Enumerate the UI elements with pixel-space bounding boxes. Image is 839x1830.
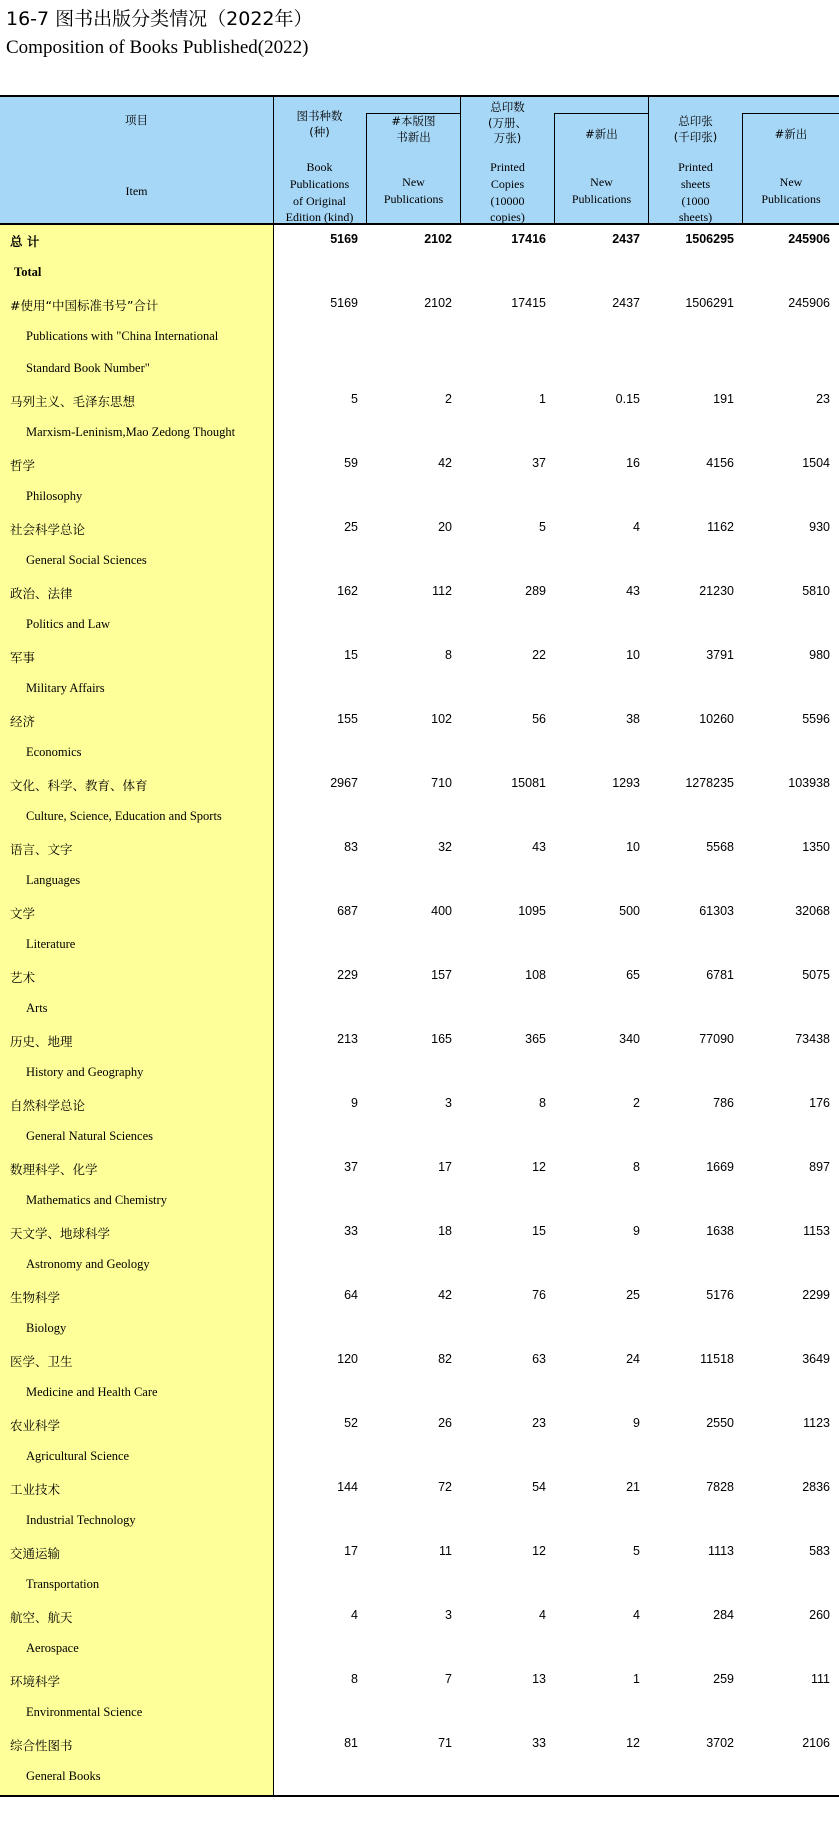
row-label-cn: 工业技术 [10,1482,61,1497]
cell-value: 4 [539,1608,546,1622]
cell-value: 165 [431,1032,452,1046]
cell-value: 7828 [706,1480,734,1494]
cell-value: 11518 [700,1352,734,1366]
cell-value: 259 [713,1672,734,1686]
cell-value: 3702 [706,1736,734,1750]
row-label-en: Marxism-Leninism,Mao Zedong Thought [26,425,236,439]
cell-value: 4 [633,520,640,534]
cell-value: 108 [525,968,546,982]
header-col2-en: New Publications [383,175,444,206]
row-label-cn: 医学、卫生 [10,1354,73,1369]
table-row [0,289,839,385]
cell-value: 56 [532,712,546,726]
cell-value: 260 [809,1608,830,1622]
cell-value: 176 [809,1096,830,1110]
header-divider [273,97,274,225]
row-label-en: General Social Sciences [26,553,147,567]
cell-value: 71 [438,1736,452,1750]
row-label-cn: 文化、科学、教育、体育 [10,778,148,793]
cell-value: 5596 [802,712,830,726]
cell-value: 7 [445,1672,452,1686]
row-label-en: General Natural Sciences [26,1129,154,1143]
cell-value: 4156 [706,456,734,470]
cell-value: 2102 [424,296,452,310]
cell-value: 76 [532,1288,546,1302]
cell-value: 43 [532,840,546,854]
header-divider [554,113,649,114]
cell-value: 17415 [511,296,546,310]
row-label-en: Astronomy and Geology [26,1257,150,1271]
cell-value: 10 [626,840,640,854]
cell-value: 5568 [706,840,734,854]
row-label-en: Transportation [26,1577,100,1591]
table-row [0,385,839,449]
cell-value: 1506295 [685,232,734,246]
cell-value: 32 [438,840,452,854]
cell-value: 73438 [795,1032,830,1046]
cell-value: 8 [351,1672,358,1686]
cell-value: 83 [344,840,358,854]
header-col1-cn: 图书种数 (种) [296,109,343,139]
row-label-cn: 军事 [10,650,36,665]
cell-value: 43 [626,584,640,598]
row-label-en: Biology [26,1321,67,1335]
cell-value: 16 [626,456,640,470]
cell-value: 1638 [706,1224,734,1238]
header-col5-en: Printed sheets (1000 sheets) [678,160,713,225]
row-label-cn: 经济 [10,714,36,729]
table-bottom-rule [0,1795,839,1797]
cell-value: 17416 [511,232,546,246]
cell-value: 10260 [699,712,734,726]
cell-value: 112 [432,584,452,598]
cell-value: 111 [810,1672,830,1686]
table-row [0,833,839,897]
cell-value: 5075 [802,968,830,982]
row-label-cn: 哲学 [10,458,36,473]
cell-value: 22 [532,648,546,662]
cell-value: 64 [344,1288,358,1302]
cell-value: 213 [337,1032,358,1046]
cell-value: 2836 [802,1480,830,1494]
row-label-en: Total [14,265,42,279]
header-col6-cn: #新出 [774,127,808,141]
row-label-cn: 交通运输 [10,1546,61,1561]
table-row [0,1729,839,1793]
row-label-en: History and Geography [26,1065,144,1079]
row-label-cn: 自然科学总论 [10,1098,86,1113]
cell-value: 1293 [612,776,640,790]
cell-value: 1162 [707,520,734,534]
cell-value: 289 [525,584,546,598]
table-row [0,1537,839,1601]
table-row [0,1473,839,1537]
row-label-en: Environmental Science [26,1705,143,1719]
table-row [0,1601,839,1665]
row-label-en: Publications with "China International [26,329,219,343]
cell-value: 42 [438,1288,452,1302]
cell-value: 284 [713,1608,734,1622]
cell-value: 5176 [706,1288,734,1302]
cell-value: 81 [344,1736,358,1750]
row-label-cn: #使用“中国标准书号”合计 [10,298,159,313]
cell-value: 1669 [706,1160,734,1174]
table-row [0,1409,839,1473]
cell-value: 8 [445,648,452,662]
cell-value: 15 [344,648,358,662]
cell-value: 2967 [330,776,358,790]
cell-value: 400 [431,904,452,918]
cell-value: 2106 [802,1736,830,1750]
header-col2-cn: #本版图 书新出 [391,114,436,144]
cell-value: 59 [344,456,358,470]
cell-value: 20 [438,520,452,534]
table-row [0,449,839,513]
cell-value: 42 [438,456,452,470]
header-col4-cn: #新出 [585,127,618,141]
cell-value: 26 [438,1416,452,1430]
table-row [0,1281,839,1345]
cell-value: 229 [337,968,358,982]
cell-value: 1504 [802,456,830,470]
cell-value: 25 [344,520,358,534]
cell-value: 2437 [612,296,640,310]
table-row [0,1217,839,1281]
cell-value: 61303 [699,904,734,918]
cell-value: 15081 [511,776,546,790]
cell-value: 687 [337,904,358,918]
cell-value: 11 [439,1544,452,1558]
cell-value: 5 [351,392,358,406]
table-row [0,705,839,769]
row-label-en: Aerospace [26,1641,79,1655]
cell-value: 144 [337,1480,358,1494]
cell-value: 52 [344,1416,358,1430]
row-label-cn: 历史、地理 [10,1034,73,1049]
header-col3-cn: 总印数 (万册、 万张) [488,100,527,146]
cell-value: 13 [532,1672,546,1686]
row-label-en: General Books [26,1769,101,1783]
cell-value: 102 [431,712,452,726]
cell-value: 0.15 [615,392,640,406]
cell-value: 245906 [788,232,830,246]
cell-value: 10 [626,648,640,662]
cell-value: 1350 [802,840,830,854]
row-label-cn: 社会科学总论 [10,522,86,537]
cell-value: 38 [626,712,640,726]
row-label-en: Economics [26,745,82,759]
cell-value: 8 [633,1160,640,1174]
row-label-en: Literature [26,937,76,951]
cell-value: 930 [809,520,830,534]
cell-value: 23 [532,1416,546,1430]
header-col5-cn: 总印张 (千印张) [673,114,718,144]
header-divider [460,97,461,225]
row-label-cn: 艺术 [10,970,36,985]
cell-value: 2550 [706,1416,734,1430]
cell-value: 583 [809,1544,830,1558]
header-divider [366,113,461,114]
header-col3-en: Printed Copies (10000 copies) [490,160,525,225]
row-label-en: Military Affairs [26,681,105,695]
header-col4-en: New Publications [571,175,632,206]
cell-value: 21 [626,1480,640,1494]
cell-value: 1278235 [685,776,734,790]
cell-value: 245906 [788,296,830,310]
row-label-en: Medicine and Health Care [26,1385,158,1399]
cell-value: 1113 [708,1544,734,1558]
cell-value: 5169 [330,296,358,310]
cell-value: 21230 [699,584,734,598]
cell-value: 3 [445,1096,452,1110]
cell-value: 5 [633,1544,640,1558]
cell-value: 63 [532,1352,546,1366]
table-row [0,961,839,1025]
cell-value: 2 [445,392,452,406]
cell-value: 500 [619,904,640,918]
row-label-en: Languages [26,873,81,887]
cell-value: 4 [351,1608,358,1622]
cell-value: 340 [619,1032,640,1046]
row-label-cn: 航空、航天 [10,1610,73,1625]
cell-value: 17 [344,1544,358,1558]
cell-value: 1 [633,1672,640,1686]
cell-value: 33 [532,1736,546,1750]
page-title-en: Composition of Books Published(2022) [6,37,309,58]
cell-value: 120 [337,1352,358,1366]
table-row [0,769,839,833]
table-row [0,1089,839,1153]
cell-value: 82 [438,1352,452,1366]
table-row [0,1665,839,1729]
cell-value: 1123 [803,1416,830,1430]
cell-value: 24 [626,1352,640,1366]
table-row [0,1025,839,1089]
header-divider [648,97,649,225]
cell-value: 897 [809,1160,830,1174]
cell-value: 3649 [802,1352,830,1366]
header-item-en: Item [125,184,148,198]
table-header [0,95,839,225]
row-label-cn: 环境科学 [10,1674,61,1689]
table-row [0,577,839,641]
cell-value: 157 [431,968,452,982]
cell-value: 162 [337,584,358,598]
cell-value: 25 [626,1288,640,1302]
row-label-cn: 综合性图书 [10,1738,73,1753]
cell-value: 3791 [706,648,734,662]
row-label-cn: 语言、文字 [10,842,73,857]
table-row [0,513,839,577]
header-col6-en: New Publications [761,175,821,206]
cell-value: 18 [438,1224,452,1238]
cell-value: 77090 [699,1032,734,1046]
cell-value: 33 [344,1224,358,1238]
cell-value: 2102 [424,232,452,246]
cell-value: 54 [532,1480,546,1494]
row-label-en: Agricultural Science [26,1449,130,1463]
row-label-en: Philosophy [26,489,83,503]
cell-value: 155 [337,712,358,726]
cell-value: 8 [539,1096,546,1110]
cell-value: 103938 [788,776,830,790]
cell-value: 2437 [612,232,640,246]
cell-value: 65 [626,968,640,982]
cell-value: 9 [351,1096,358,1110]
table-row [0,225,839,289]
cell-value: 1095 [518,904,546,918]
page-title-cn: 16-7 图书出版分类情况（2022年） [6,8,313,30]
table-row [0,1345,839,1409]
cell-value: 365 [525,1032,546,1046]
cell-value: 5169 [330,232,358,246]
table-row [0,1153,839,1217]
cell-value: 23 [816,392,830,406]
row-label-cn: 生物科学 [10,1290,61,1305]
row-label-cn: 天文学、地球科学 [10,1226,111,1241]
header-divider [742,113,839,114]
cell-value: 32068 [795,904,830,918]
row-label-en: Mathematics and Chemistry [26,1193,167,1207]
row-label-en-continued: Standard Book Number" [26,361,150,375]
cell-value: 6781 [706,968,734,982]
cell-value: 17 [438,1160,452,1174]
cell-value: 980 [809,648,830,662]
row-label-cn: 数理科学、化学 [10,1162,98,1177]
row-label-cn: 马列主义、毛泽东思想 [10,394,136,409]
row-label-cn: 总 计 [10,234,40,249]
table-row [0,641,839,705]
row-label-en: Culture, Science, Education and Sports [26,809,222,823]
cell-value: 3 [445,1608,452,1622]
header-divider [742,113,743,225]
header-col1-en: Book Publications of Original Edition (kind) [285,160,354,225]
header-divider [554,113,555,225]
cell-value: 1153 [803,1224,830,1238]
table-row [0,897,839,961]
cell-value: 15 [532,1224,546,1238]
cell-value: 12 [532,1160,546,1174]
header-divider [366,113,367,225]
cell-value: 12 [532,1544,546,1558]
cell-value: 72 [438,1480,452,1494]
cell-value: 4 [633,1608,640,1622]
row-label-cn: 文学 [10,906,36,921]
cell-value: 1506291 [685,296,734,310]
cell-value: 1 [539,392,546,406]
row-label-cn: 政治、法律 [10,586,73,601]
cell-value: 12 [626,1736,640,1750]
cell-value: 2 [633,1096,640,1110]
books-table [0,95,839,1795]
cell-value: 2299 [802,1288,830,1302]
row-label-en: Politics and Law [26,617,111,631]
cell-value: 5 [539,520,546,534]
cell-value: 9 [633,1416,640,1430]
cell-value: 786 [713,1096,734,1110]
row-label-cn: 农业科学 [10,1418,61,1433]
cell-value: 37 [532,456,546,470]
row-label-en: Industrial Technology [26,1513,136,1527]
cell-value: 5810 [802,584,830,598]
cell-value: 710 [431,776,452,790]
cell-value: 191 [713,392,734,406]
cell-value: 37 [344,1160,358,1174]
row-label-en: Arts [26,1001,48,1015]
header-item-cn: 项目 [125,113,148,127]
cell-value: 9 [633,1224,640,1238]
